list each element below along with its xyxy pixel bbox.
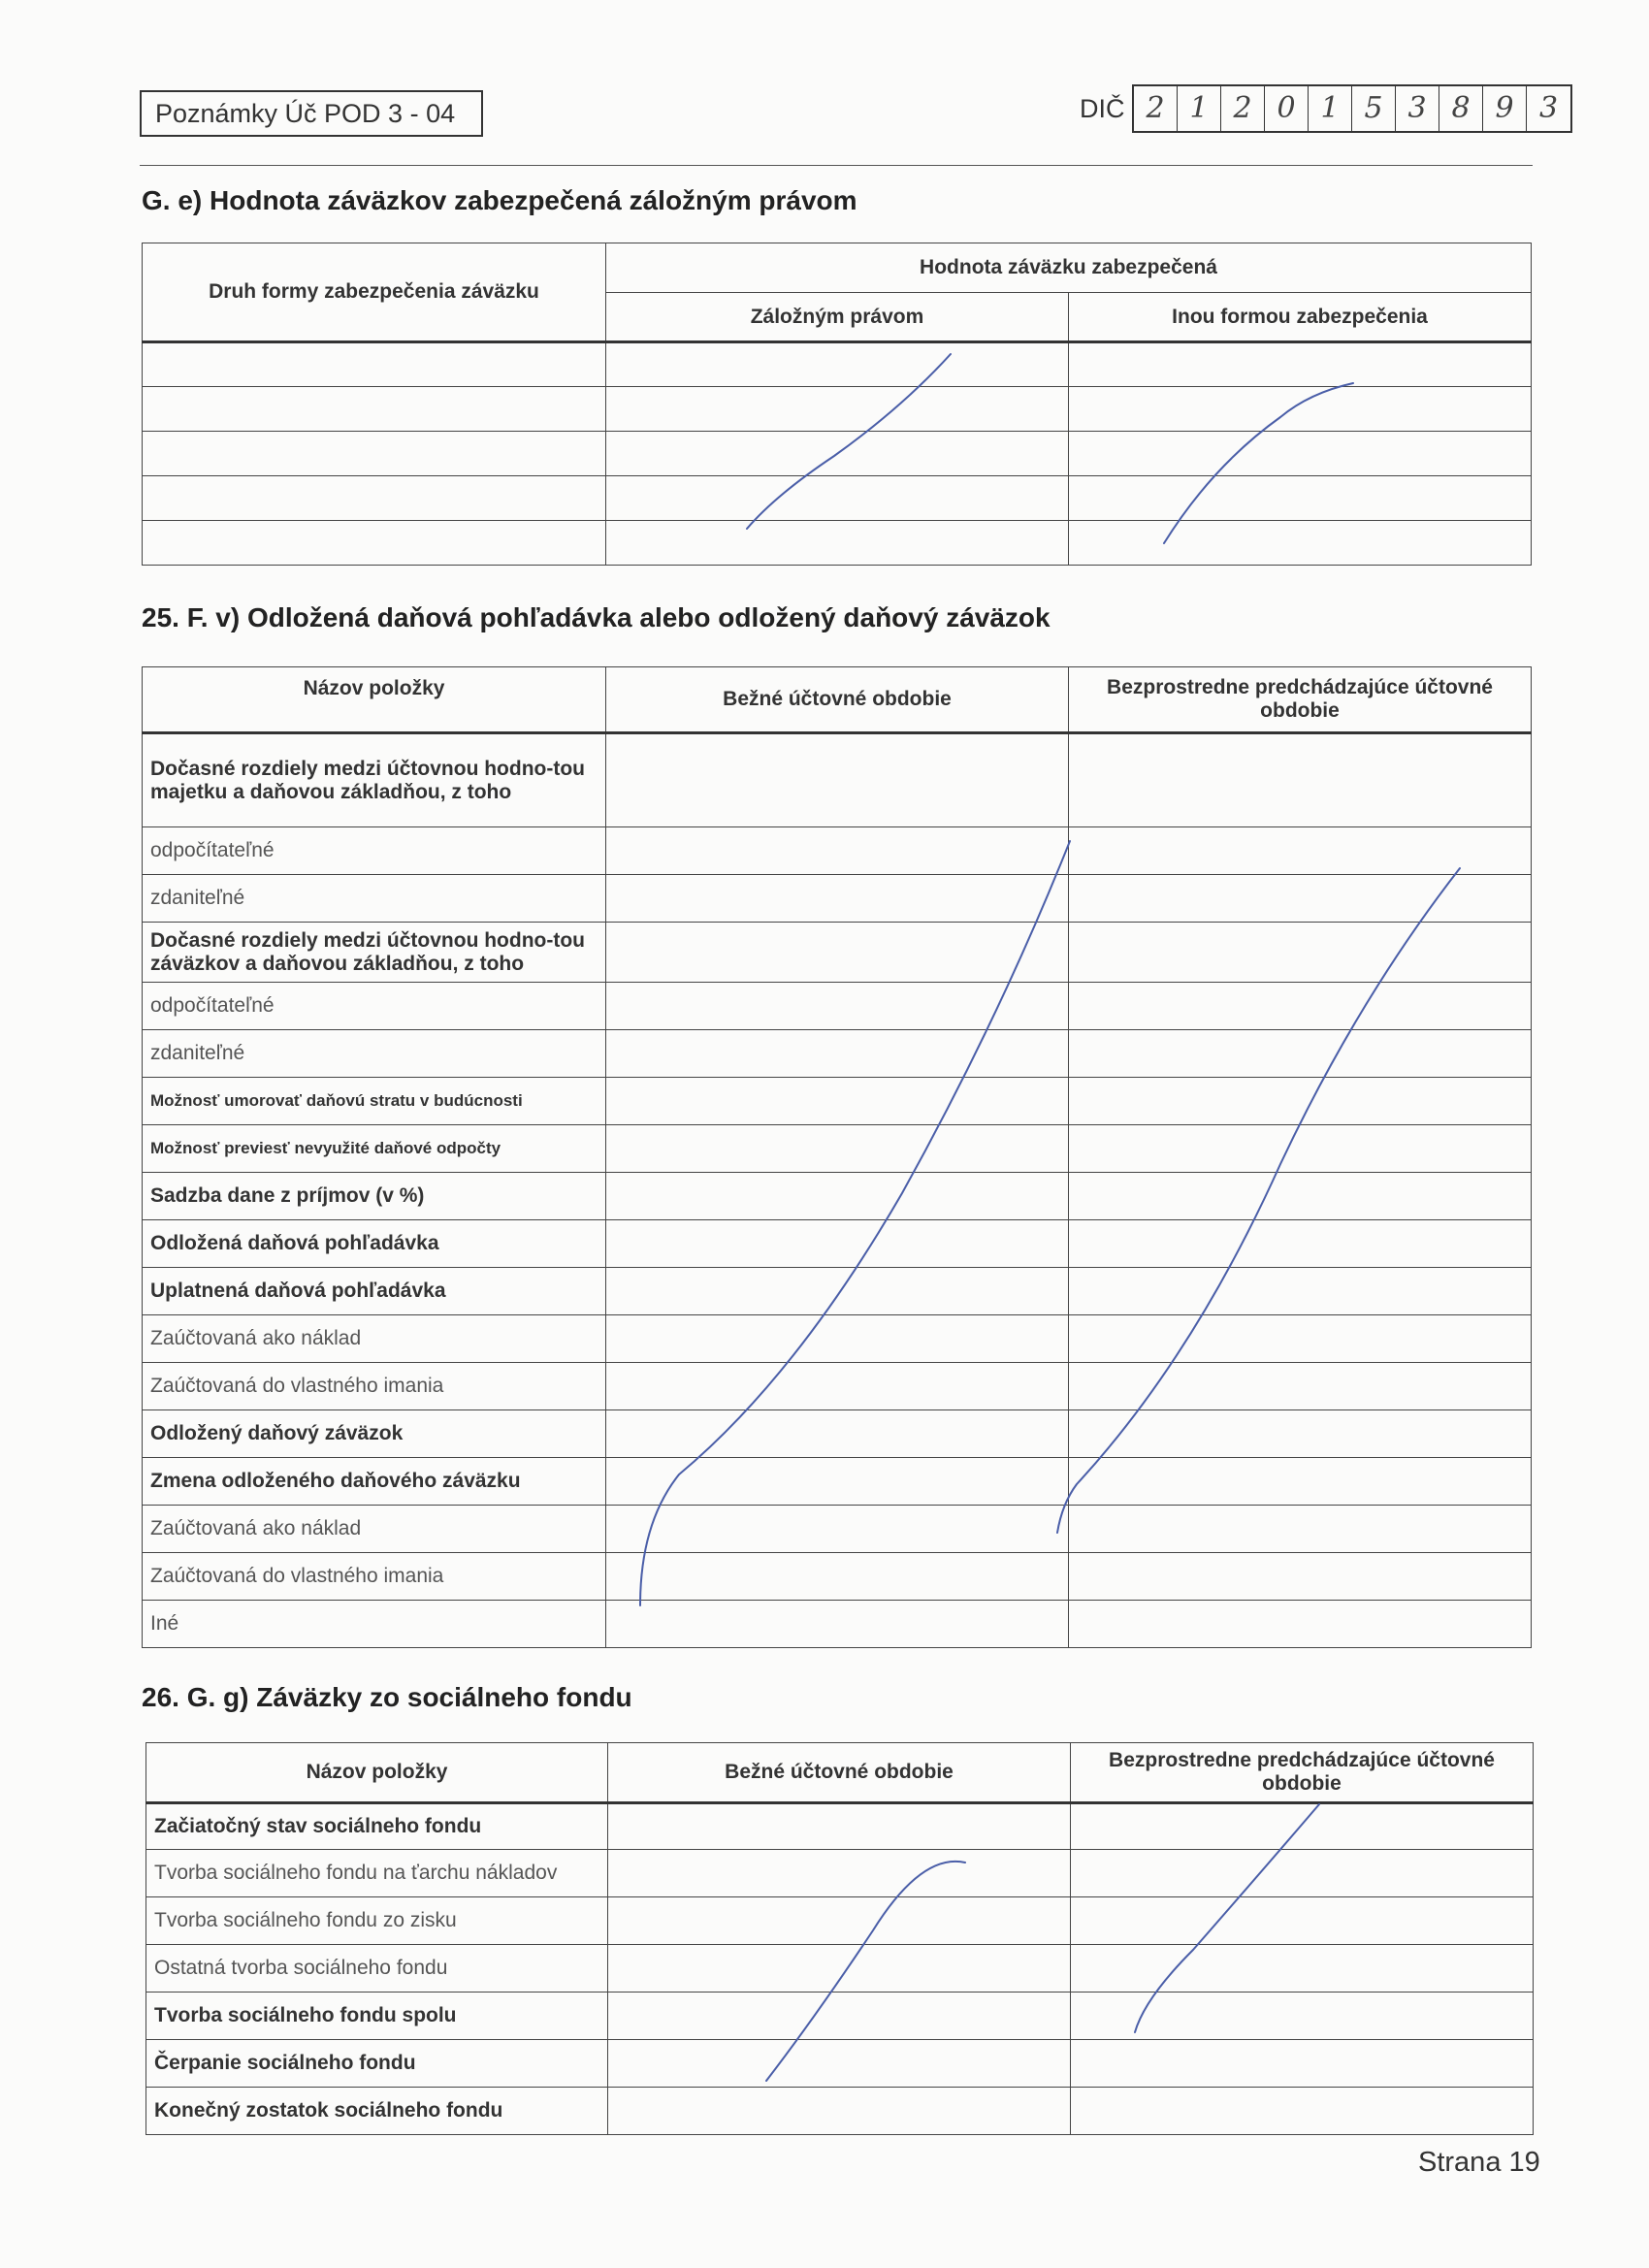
previous-period-cell	[1069, 1268, 1532, 1315]
form-code-label: Poznámky Úč POD 3 - 04	[140, 90, 483, 137]
col-header-previous-period: Bezprostredne predchádzajúce účtovné obdobie	[1071, 1743, 1534, 1803]
table-row	[146, 1993, 1534, 2040]
previous-period-cell	[1069, 733, 1532, 827]
table-row	[143, 1410, 1532, 1458]
row-label: Možnosť umorovať daňovú stratu v budúcnosti	[143, 1078, 606, 1125]
tax-id-label: DIČ	[1080, 94, 1125, 123]
current-period-cell	[606, 1220, 1069, 1268]
current-period-cell	[606, 1030, 1069, 1078]
row-label: Dočasné rozdiely medzi účtovnou hodno-tou záväzkov a daňovou základňou, z toho	[143, 923, 606, 983]
previous-period-cell	[1069, 1030, 1532, 1078]
row-label: Zaúčtovaná ako náklad	[143, 1315, 606, 1363]
table-row	[143, 521, 1532, 566]
row-label: Tvorba sociálneho fondu zo zisku	[146, 1897, 608, 1945]
tax-id-digit: 5	[1352, 86, 1396, 131]
col-header-other-security: Inou formou zabezpečenia	[1069, 293, 1532, 342]
secured-liabilities-table	[142, 243, 1532, 566]
col-header-item-name: Názov položky	[146, 1743, 608, 1803]
previous-period-cell	[1071, 1897, 1534, 1945]
previous-period-cell	[1069, 1601, 1532, 1648]
previous-period-cell	[1071, 2040, 1534, 2088]
current-period-cell	[606, 1601, 1069, 1648]
current-period-cell	[606, 1125, 1069, 1173]
section-25-title: 25. F. v) Odložená daňová pohľadávka alebo odložený daňový záväzok	[142, 602, 1051, 632]
tax-id-digit: 0	[1265, 86, 1309, 131]
row-label: Zmena odloženého daňového záväzku	[143, 1458, 606, 1506]
current-period-cell	[608, 2088, 1071, 2135]
current-period-cell	[608, 1850, 1071, 1897]
row-label: Odložený daňový záväzok	[143, 1410, 606, 1458]
table-row	[143, 1601, 1532, 1648]
table-row	[143, 1315, 1532, 1363]
deferred-tax-table	[142, 666, 1532, 1648]
row-label: Zaúčtovaná ako náklad	[143, 1506, 606, 1553]
current-period-cell	[606, 1363, 1069, 1410]
row-label: odpočítateľné	[143, 827, 606, 875]
current-period-cell	[606, 983, 1069, 1030]
row-label: Odložená daňová pohľadávka	[143, 1220, 606, 1268]
table-row	[143, 923, 1532, 983]
tax-id-digit: 2	[1221, 86, 1265, 131]
current-period-cell	[606, 733, 1069, 827]
table-row	[143, 1078, 1532, 1125]
previous-period-cell	[1069, 983, 1532, 1030]
table-row	[143, 1553, 1532, 1601]
previous-period-cell	[1071, 1993, 1534, 2040]
table-row	[146, 1945, 1534, 1993]
tax-id-digit: 8	[1439, 86, 1483, 131]
previous-period-cell	[1071, 1850, 1534, 1897]
row-label: zdaniteľné	[143, 875, 606, 923]
tax-id-digit: 9	[1483, 86, 1527, 131]
row-label: Dočasné rozdiely medzi účtovnou hodno-tou majetku a daňovou základňou, z toho	[143, 733, 606, 827]
current-period-cell	[606, 1410, 1069, 1458]
table-row	[143, 1268, 1532, 1315]
previous-period-cell	[1069, 1173, 1532, 1220]
row-label: Možnosť previesť nevyužité daňové odpočty	[143, 1125, 606, 1173]
current-period-cell	[606, 875, 1069, 923]
col-header-previous-period: Bezprostredne predchádzajúce účtovné obdobie	[1069, 667, 1532, 733]
current-period-cell	[606, 1553, 1069, 1601]
row-label: Iné	[143, 1601, 606, 1648]
row-label: Uplatnená daňová pohľadávka	[143, 1268, 606, 1315]
col-header-secured-value: Hodnota záväzku zabezpečená	[606, 243, 1532, 293]
tax-id-digit: 3	[1396, 86, 1439, 131]
table-row	[143, 432, 1532, 476]
table-row	[143, 342, 1532, 387]
previous-period-cell	[1069, 923, 1532, 983]
previous-period-cell	[1069, 1410, 1532, 1458]
col-header-item-name: Názov položky	[143, 667, 606, 733]
social-fund-table	[146, 1742, 1534, 2135]
previous-period-cell	[1069, 1363, 1532, 1410]
col-header-current-period: Bežné účtovné obdobie	[608, 1743, 1071, 1803]
table-row	[143, 827, 1532, 875]
col-header-lien: Záložným právom	[606, 293, 1069, 342]
col-header-security-type: Druh formy zabezpečenia záväzku	[143, 243, 606, 342]
table-row	[146, 1850, 1534, 1897]
section-26-title: 26. G. g) Záväzky zo sociálneho fondu	[142, 1682, 632, 1712]
current-period-cell	[606, 827, 1069, 875]
current-period-cell	[606, 923, 1069, 983]
section-ge-title: G. e) Hodnota záväzkov zabezpečená záložným právom	[142, 185, 857, 215]
tax-id-digit: 3	[1538, 91, 1559, 125]
table-row	[146, 2088, 1534, 2135]
current-period-cell	[606, 1173, 1069, 1220]
previous-period-cell	[1071, 1945, 1534, 1993]
previous-period-cell	[1069, 1220, 1532, 1268]
current-period-cell	[608, 1803, 1071, 1850]
previous-period-cell	[1069, 1506, 1532, 1553]
row-label: Konečný zostatok sociálneho fondu	[146, 2088, 608, 2135]
previous-period-cell	[1069, 875, 1532, 923]
current-period-cell	[608, 1993, 1071, 2040]
table-row	[143, 476, 1532, 521]
row-label: Začiatočný stav sociálneho fondu	[146, 1803, 608, 1850]
row-label: zdaniteľné	[143, 1030, 606, 1078]
table-row	[146, 1803, 1534, 1850]
table-row	[143, 1030, 1532, 1078]
table-row	[143, 387, 1532, 432]
table-row	[143, 983, 1532, 1030]
header-divider	[140, 165, 1533, 166]
current-period-cell	[606, 1268, 1069, 1315]
row-label: Ostatná tvorba sociálneho fondu	[146, 1945, 608, 1993]
previous-period-cell	[1071, 1803, 1534, 1850]
row-label: Tvorba sociálneho fondu na ťarchu nákladov	[146, 1850, 608, 1897]
col-header-current-period: Bežné účtovné obdobie	[606, 667, 1069, 733]
current-period-cell	[608, 2040, 1071, 2088]
tax-id-digit: 2	[1134, 86, 1178, 131]
previous-period-cell	[1071, 2088, 1534, 2135]
current-period-cell	[608, 1945, 1071, 1993]
previous-period-cell	[1069, 1125, 1532, 1173]
table-row	[143, 1363, 1532, 1410]
current-period-cell	[606, 1315, 1069, 1363]
table-row	[143, 1173, 1532, 1220]
current-period-cell	[606, 1506, 1069, 1553]
table-row	[146, 2040, 1534, 2088]
previous-period-cell	[1069, 1553, 1532, 1601]
previous-period-cell	[1069, 1078, 1532, 1125]
table-row	[143, 875, 1532, 923]
row-label: Sadzba dane z príjmov (v %)	[143, 1173, 606, 1220]
row-label: Zaúčtovaná do vlastného imania	[143, 1363, 606, 1410]
row-label: Čerpanie sociálneho fondu	[146, 2040, 608, 2088]
tax-id-boxes	[1132, 84, 1572, 133]
table-row	[143, 1220, 1532, 1268]
previous-period-cell	[1069, 827, 1532, 875]
page-number: Strana 19	[1418, 2147, 1540, 2178]
row-label: Tvorba sociálneho fondu spolu	[146, 1993, 608, 2040]
table-row	[143, 1506, 1532, 1553]
current-period-cell	[608, 1897, 1071, 1945]
previous-period-cell	[1069, 1315, 1532, 1363]
previous-period-cell	[1069, 1458, 1532, 1506]
tax-id-digit: 1	[1178, 86, 1221, 131]
table-row	[146, 1897, 1534, 1945]
table-row	[143, 1125, 1532, 1173]
tax-id-digit: 1	[1309, 86, 1352, 131]
current-period-cell	[606, 1078, 1069, 1125]
table-row	[143, 733, 1532, 827]
current-period-cell	[606, 1458, 1069, 1506]
row-label: Zaúčtovaná do vlastného imania	[143, 1553, 606, 1601]
table-row	[143, 1458, 1532, 1506]
row-label: odpočítateľné	[143, 983, 606, 1030]
